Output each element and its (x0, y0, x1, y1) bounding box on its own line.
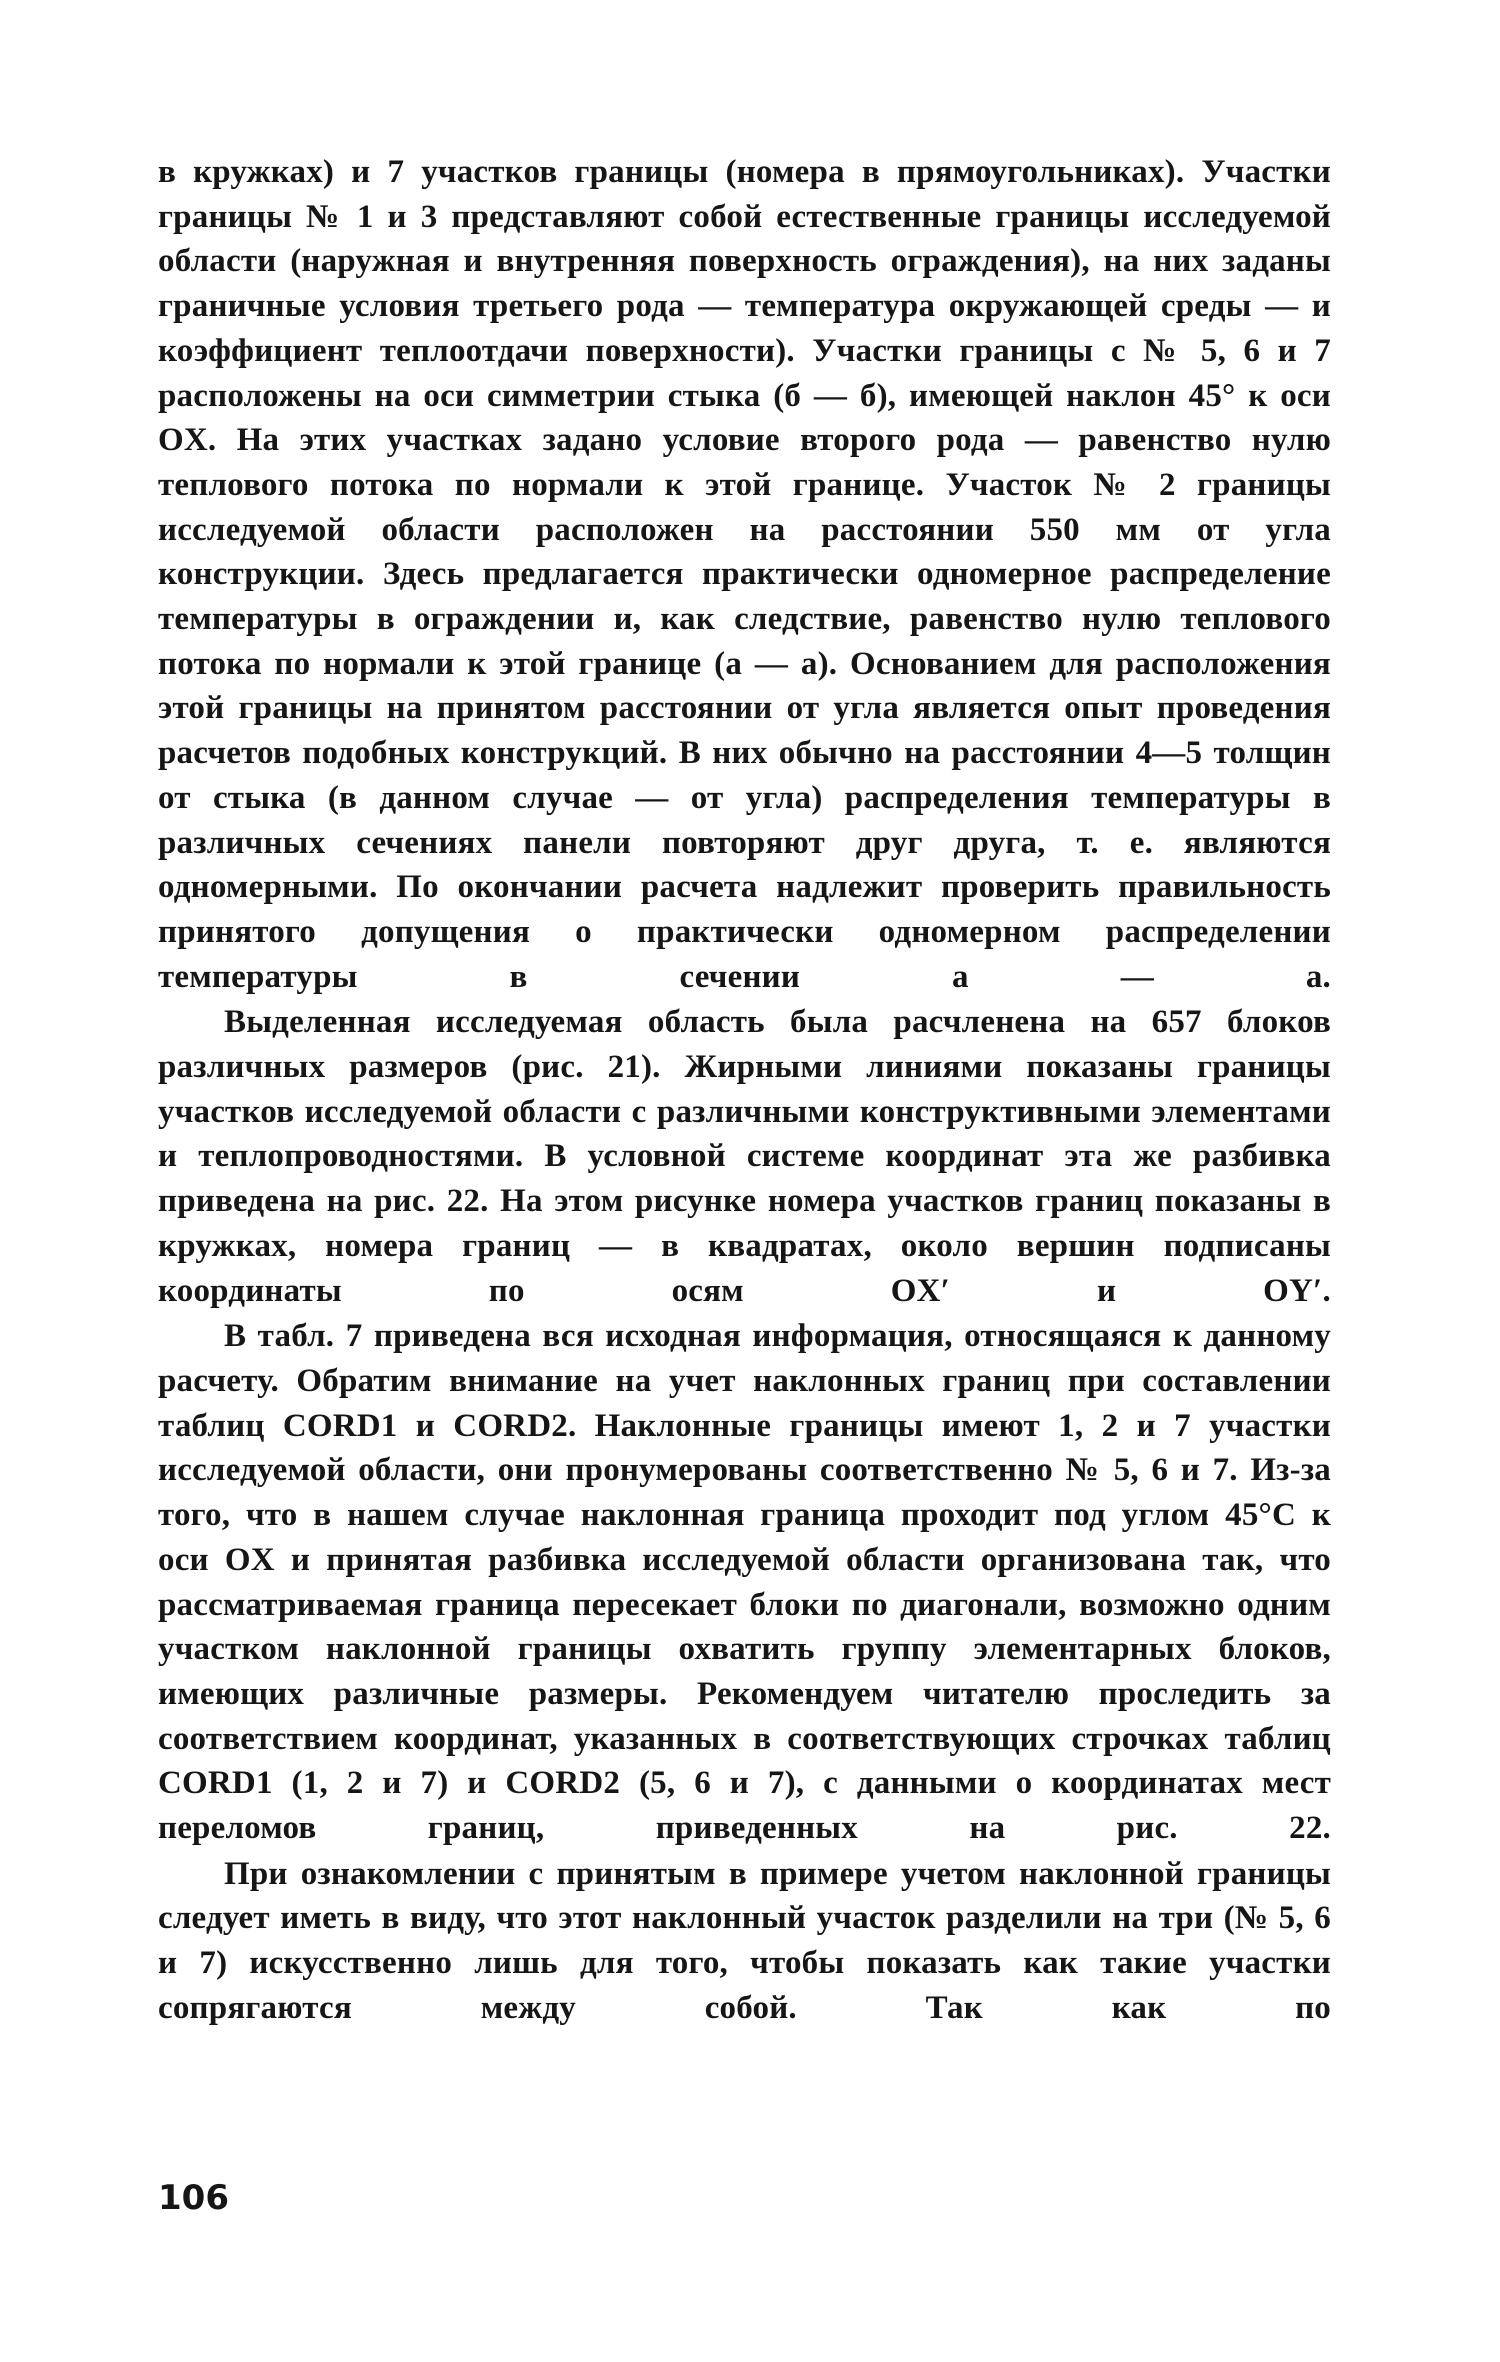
paragraph-3: В табл. 7 приведена вся исходная информация, относящаяся к данному расчету. Обратим внимание на учет наклонных границ при составлении таблиц CORD1 и CORD2. Наклонные границы имеют 1, 2 и 7 участки исследуемой области, они пронумерованы соответственно № 5, 6 и 7. Из-за того, что в нашем случае наклонная граница проходит под углом 45°C к оси OX и принятая разбивка исследуемой области организована так, что рассматриваемая граница пересекает блоки по диагонали, возможно одним участком наклонной границы охватить группу элементарных блоков, имеющих различные размеры. Рекомендуем читателю проследить за соответствием координат, указанных в соответствующих строчках таблиц CORD1 (1, 2 и 7) и CORD2 (5, 6 и 7), с данными о координатах мест переломов границ, приведенных на рис. 22. (158, 1318, 1331, 1847)
body-text (158, 150, 1331, 2031)
paragraph-2: Выделенная исследуемая область была расчленена на 657 блоков различных размеров (рис. 21). Жирными линиями показаны границы участков исследуемой области с различными конструктивными элементами и теплопроводностями. В условной системе координат эта же разбивка приведена на рис. 22. На этом рисунке номера участков границ показаны в кружках, номера границ — в квадратах, около вершин подписаны координаты по осям OX′ и OY′. (158, 1004, 1331, 1309)
paragraph-4: При ознакомлении с принятым в примере учетом наклонной границы следует иметь в виду, что этот наклонный участок разделили на три (№ 5, 6 и 7) искусственно лишь для того, чтобы показать как такие участки сопрягаются между собой. Так как по (158, 1855, 1331, 2026)
page-number: 106 (158, 2178, 229, 2218)
paragraph-1: в кружках) и 7 участков границы (номера в прямоугольниках). Участки границы № 1 и 3 представляют собой естественные границы исследуемой области (наружная и внутренняя поверхность ограждения), на них заданы граничные условия третьего рода — температура окружающей среды — и коэффициент теплоотдачи поверхности). Участки границы с № 5, 6 и 7 расположены на оси симметрии стыка (б — б), имеющей наклон 45° к оси OX. На этих участках задано условие второго рода — равенство нулю теплового потока по нормали к этой границе. Участок № 2 границы исследуемой области расположен на расстоянии 550 мм от угла конструкции. Здесь предлагается практически одномерное распределение температуры в ограждении и, как следствие, равенство нулю теплового потока по нормали к этой границе (а — а). Основанием для расположения этой границы на принятом расстоянии от угла является опыт проведения расчетов подобных конструкций. В них обычно на расстоянии 4—5 толщин от стыка (в данном случае — от угла) распределения температуры в различных сечениях панели повторяют друг друга, т. е. являются одномерными. По окончании расчета надлежит проверить правильность принятого допущения о практически одномерном распределении температуры в сечении а — а. (158, 154, 1331, 995)
